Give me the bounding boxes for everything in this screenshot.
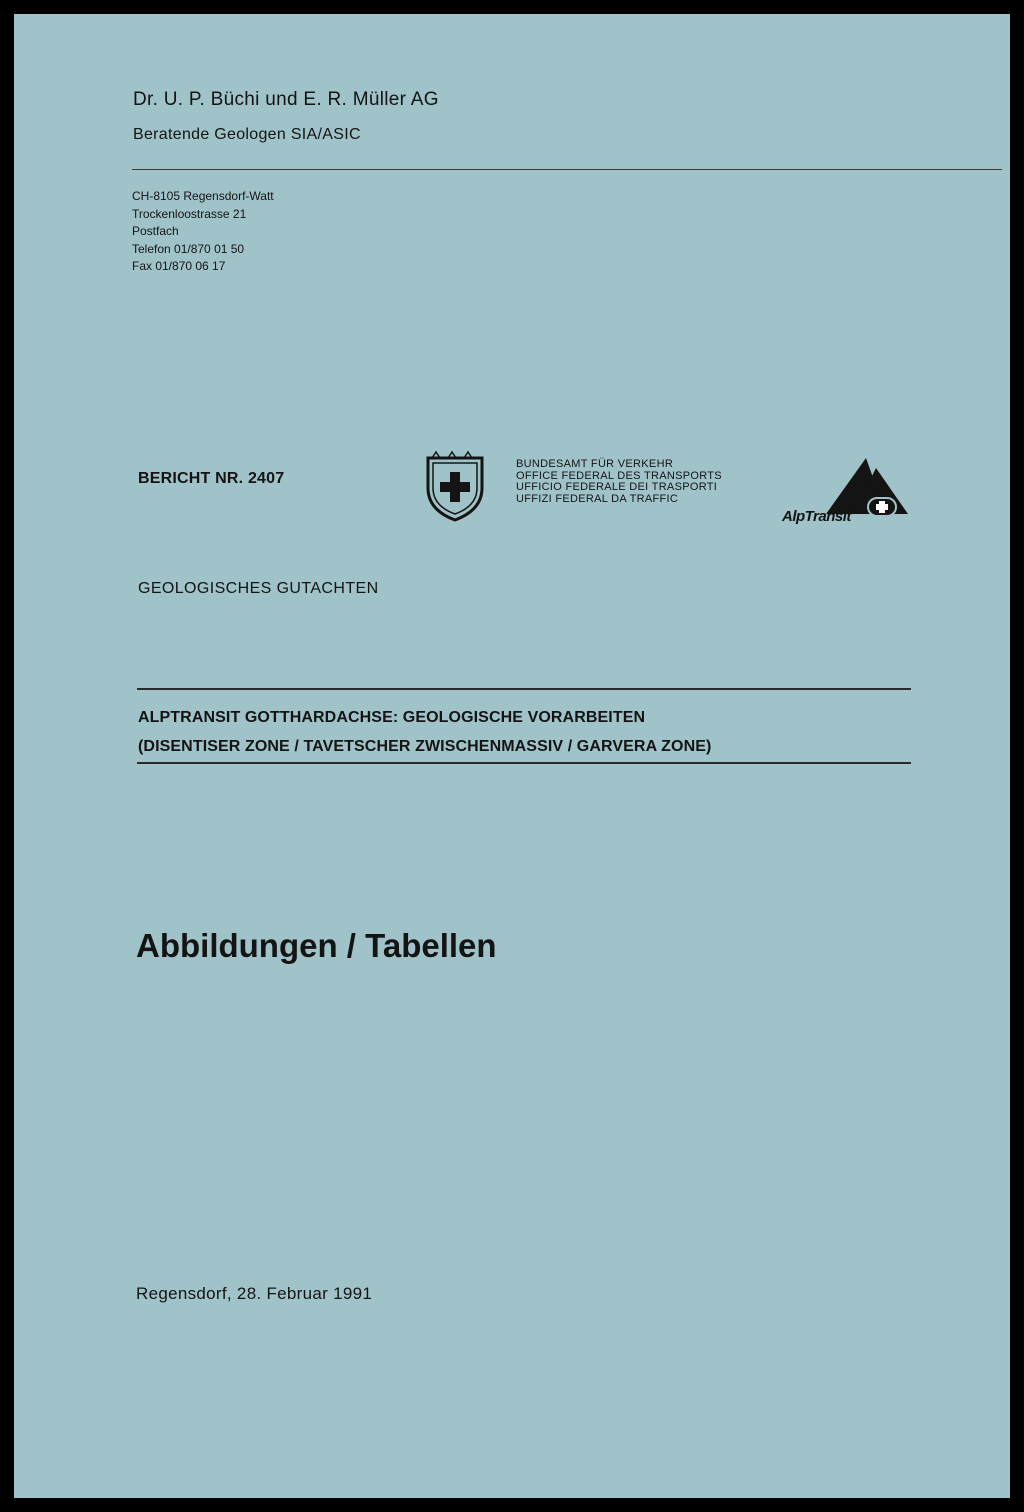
- address-line: Postfach: [132, 224, 179, 238]
- project-bottom-rule: [137, 762, 911, 764]
- address-line: CH-8105 Regensdorf-Watt: [132, 189, 274, 203]
- project-title-line: ALPTRANSIT GOTTHARDACHSE: GEOLOGISCHE VORARBEITEN: [138, 709, 646, 726]
- firm-address-block: [132, 188, 274, 276]
- address-line: Trockenloostrasse 21: [132, 206, 247, 221]
- header-divider: [132, 169, 1002, 170]
- firm-name: Dr. U. P. Büchi und E. R. Müller AG: [133, 89, 439, 110]
- address-fax: Fax 01/870 06 17: [132, 259, 226, 273]
- place-and-date: Regensdorf, 28. Februar 1991: [136, 1284, 373, 1303]
- report-cover-page: [14, 14, 1010, 1498]
- federal-office-of-transport-names: [516, 459, 722, 505]
- agency-name-fr: OFFICE FEDERAL DES TRANSPORTS: [516, 469, 722, 482]
- swiss-coat-of-arms-icon: [422, 450, 488, 522]
- alptransit-logo-text: AlpTransit: [782, 508, 851, 525]
- agency-name-de: BUNDESAMT FÜR VERKEHR: [516, 458, 674, 470]
- address-phone: Telefon 01/870 01 50: [132, 241, 245, 256]
- document-type: GEOLOGISCHES GUTACHTEN: [138, 580, 379, 597]
- project-title-line: (DISENTISER ZONE / TAVETSCHER ZWISCHENMASSIV / GARVERA ZONE): [138, 738, 712, 755]
- project-title: [138, 703, 711, 761]
- firm-subtitle: Beratende Geologen SIA/ASIC: [133, 126, 361, 143]
- agency-name-rm: UFFIZI FEDERAL DA TRAFFIC: [516, 492, 679, 505]
- project-top-rule: [137, 688, 911, 690]
- agency-name-it: UFFICIO FEDERALE DEI TRASPORTI: [516, 481, 718, 493]
- report-number: BERICHT NR. 2407: [138, 470, 285, 487]
- page-title: Abbildungen / Tabellen: [136, 927, 497, 964]
